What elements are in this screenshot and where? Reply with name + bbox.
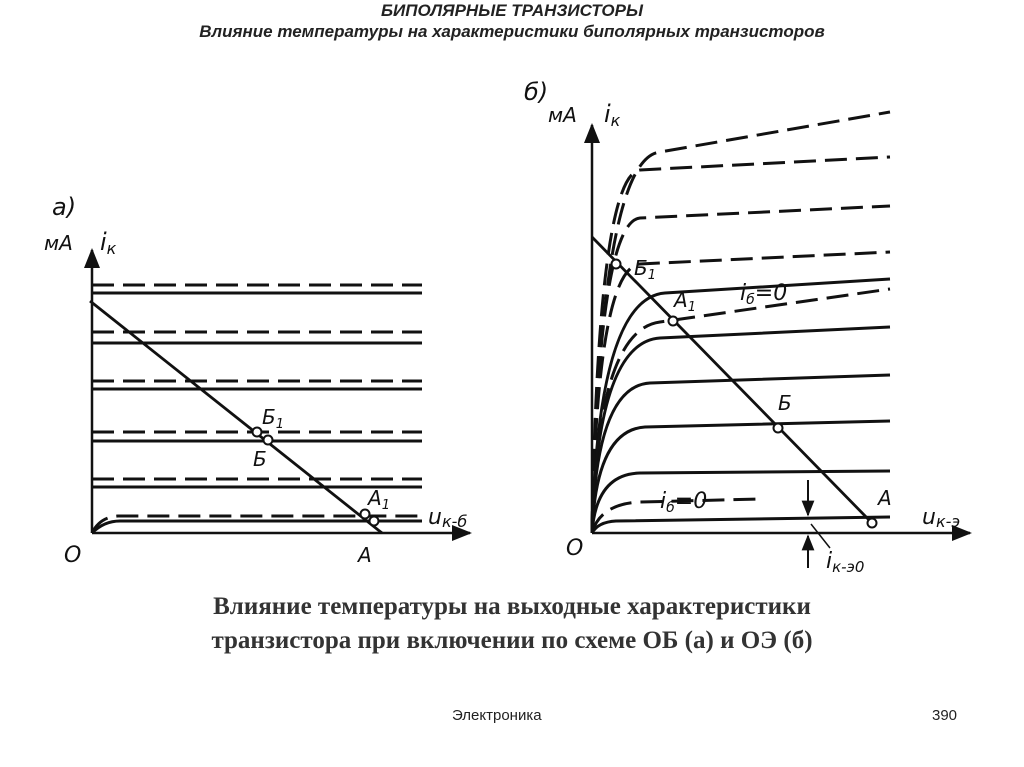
point-a [370,517,379,526]
figure-output-characteristics [0,60,1024,580]
diagram-a [44,193,470,568]
point-b1 [253,428,262,437]
label-b1: $Б_1$ [262,405,285,432]
diagram-b-x-label: uк-э [922,505,961,531]
figure-caption-line-1: Влияние температуры на выходные характеристики [213,593,811,620]
figure-caption-line-2: транзистора при включении по схеме ОБ (а) и ОЭ (б) [211,627,813,654]
point-a1 [669,317,678,326]
slide-title: БИПОЛЯРНЫЕ ТРАНЗИСТОРЫ [381,1,643,20]
point-b1 [612,260,621,269]
point-b [774,424,783,433]
label-a1: $А_1$ [368,486,390,513]
slide-subtitle: Влияние температуры на характеристики биполярных транзисторов [199,22,825,41]
page-number: 390 [932,707,958,724]
point-a1 [361,510,370,519]
label-a: А [878,486,892,510]
diagram-a-x-label: uк-б [428,505,468,531]
diagram-a-panel-label: а) [52,193,77,221]
ikeo-leader [811,524,830,548]
diagram-b-panel-label: б) [524,78,549,106]
diagram-b-y-label: iк [604,100,621,130]
diagram-b-y-unit: мА [548,103,577,127]
label-ib-zero-solid: iб=0 [660,489,708,516]
label-a1: $А_1$ [674,288,696,315]
label-b: Б [778,391,792,415]
label-ib-zero-dashed: iб=0 [740,281,788,308]
diagram-b-origin: О [566,536,584,561]
diagram-b-dashed-curves [592,112,890,533]
label-ikeo: iк-э0 [826,549,865,576]
label-b: Б [253,447,267,471]
diagram-a-origin: О [64,543,82,568]
point-b [264,436,273,445]
diagram-a-y-unit: мА [44,231,73,255]
diagram-a-y-label: iк [100,228,117,258]
label-b1: $Б_1$ [634,256,657,283]
footer-subject: Электроника [452,707,542,724]
point-a [868,519,877,528]
label-a: А [358,543,372,567]
diagram-a-load-line [90,301,382,533]
diagram-b [524,78,970,576]
